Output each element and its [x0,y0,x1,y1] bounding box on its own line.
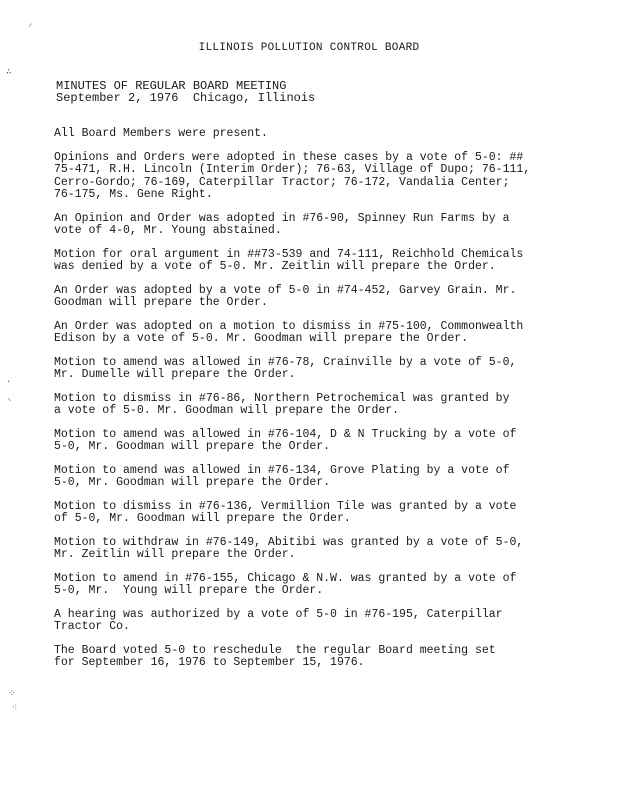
minutes-paragraph-spinney-run: An Opinion and Order was adopted in #76-90, Spinney Run Farms by a vote of 4-0, Mr. Young abstained. [54,211,510,237]
minutes-paragraph-garvey: An Order was adopted by a vote of 5-0 in #74-452, Garvey Grain. Mr. Goodman will prepare the Order. [54,283,517,309]
minutes-paragraph-abitibi: Motion to withdraw in #76-149, Abitibi was granted by a vote of 5-0, Mr. Zeitlin will prepare the Order. [54,535,524,561]
meeting-date-location: September 2, 1976 Chicago, Illinois [56,91,316,105]
minutes-paragraph-commonwealth: An Order was adopted on a motion to dismiss in #75-100, Commonwealth Edison by a vote of 5-0. Mr. Goodman will prepare the Order. [54,319,524,345]
minutes-paragraph-vermillion: Motion to dismiss in #76-136, Vermillion Tile was granted by a vote of 5-0, Mr. Goodman will prepare the Order. [54,499,517,525]
scan-speck: · [6,377,12,387]
minutes-paragraph-reichhold: Motion for oral argument in ##73-539 and 74-111, Reichhold Chemicals was denied by a vote of 5-0. Mr. Zeitlin will prepare the Order. [54,247,524,273]
minutes-paragraph-crainville: Motion to amend was allowed in #76-78, Crainville by a vote of 5-0, Mr. Dumelle will prepare the Order. [54,355,517,381]
minutes-title: MINUTES OF REGULAR BOARD MEETING [56,79,287,93]
minutes-heading [56,80,315,104]
scan-speck: ⸌ [7,397,12,407]
scan-speck: ⁖ [12,703,18,713]
scan-speck: ⸝ [28,19,33,29]
minutes-paragraph-grove-plating: Motion to amend was allowed in #76-134, Grove Plating by a vote of 5-0, Mr. Goodman will prepare the Order. [54,463,510,489]
minutes-paragraph-reschedule: The Board voted 5-0 to reschedule the regular Board meeting set for September 16, 1976 to September 15, 1976. [54,643,496,669]
organization-title: ILLINOIS POLLUTION CONTROL BOARD [198,42,420,54]
minutes-paragraph-northern-petro: Motion to dismiss in #76-86, Northern Petrochemical was granted by a vote of 5-0. Mr. Goodman will prepare the Order. [54,391,510,417]
minutes-paragraph-chicago-nw: Motion to amend in #76-155, Chicago & N.W. was granted by a vote of 5-0, Mr. Young will prepare the Order. [54,571,517,597]
minutes-body [54,128,594,670]
minutes-paragraph-dn-trucking: Motion to amend was allowed in #76-104, D & N Trucking by a vote of 5-0, Mr. Goodman will prepare the Order. [54,427,517,453]
scan-speck: ⁘ [8,689,16,699]
minutes-paragraph-hearing: A hearing was authorized by a vote of 5-0 in #76-195, Caterpillar Tractor Co. [54,607,503,633]
scan-speck: ∴ [6,67,12,77]
attendance-paragraph: All Board Members were present. [54,127,268,140]
minutes-paragraph-opinions: Opinions and Orders were adopted in these cases by a vote of 5-0: ## 75-471, R.H. Lincoln (Interim Order); 76-63, Village of Dupo; 76-111, Cerro-Gordo; 76-169, Caterpillar Tractor; 76-172, Vandalia Center; 76-175, Ms. Gene Right. [54,150,531,201]
